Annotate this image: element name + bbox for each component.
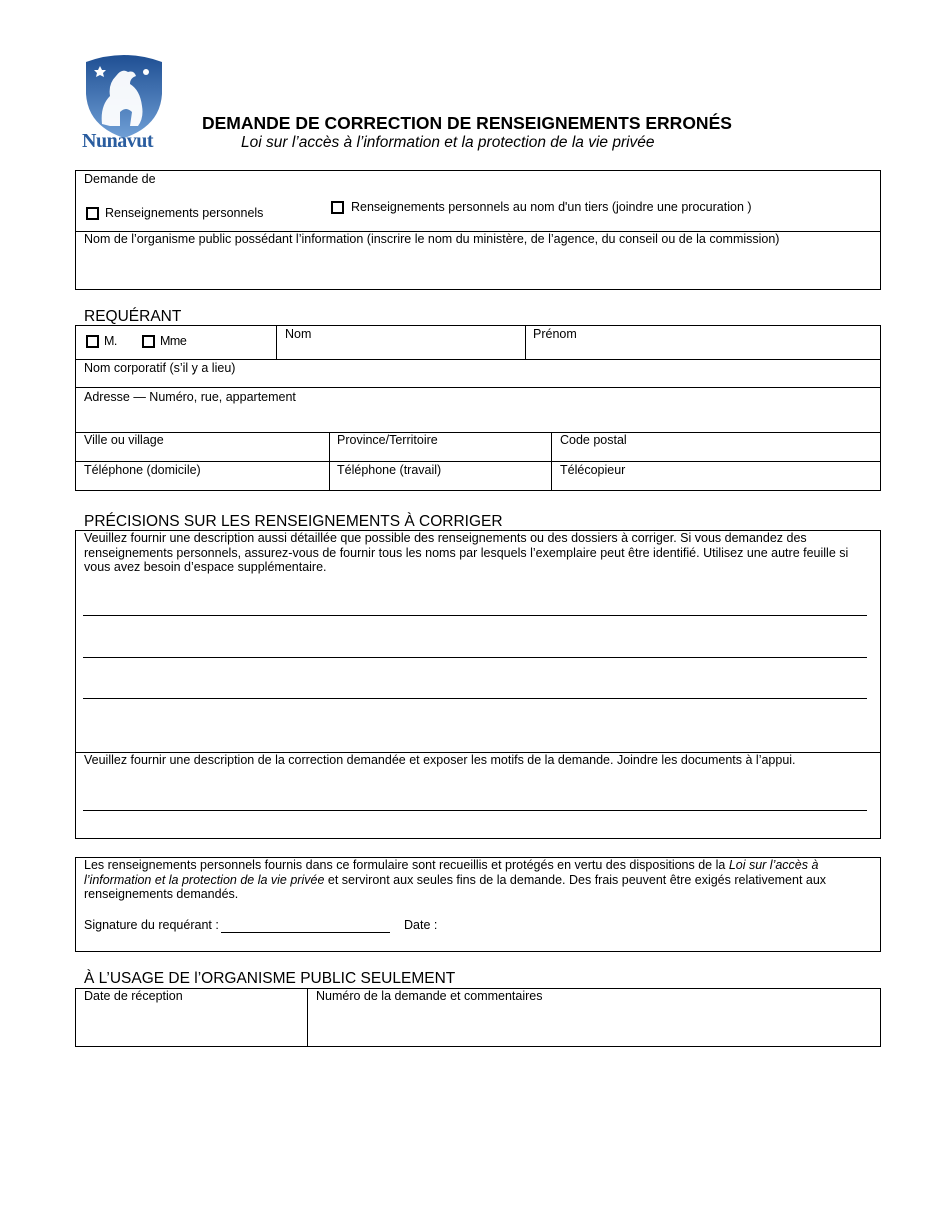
divider — [276, 325, 277, 359]
date-label: Date : — [404, 918, 438, 932]
divider — [329, 432, 330, 491]
postal-code-field[interactable]: Code postal — [560, 433, 627, 447]
answer-line[interactable] — [83, 698, 867, 699]
fax-field[interactable]: Télécopieur — [560, 463, 626, 477]
signature-label: Signature du requérant : — [84, 918, 219, 932]
title-mme-checkbox[interactable] — [142, 335, 155, 348]
first-name-field[interactable]: Prénom — [533, 327, 577, 341]
title-mme-label: Mme — [160, 334, 187, 348]
nunavut-logo — [80, 54, 168, 158]
phone-home-field[interactable]: Téléphone (domicile) — [84, 463, 201, 477]
phone-work-field[interactable]: Téléphone (travail) — [337, 463, 442, 477]
correction-instructions: Veuillez fournir une description de la correction demandée et exposer les motifs de la demande. Joindre les documents à l’appui. — [84, 753, 796, 767]
privacy-text-after: et serviront aux seules fins de la demande. Des frais peuvent être exigés relativement aux renseignements demandés. — [84, 872, 827, 901]
form-subtitle: Loi sur l’accès à l’information et la protection de la vie privée — [241, 134, 655, 151]
third-party-label: Renseignements personnels au nom d'un tiers (joindre une procuration ) — [351, 200, 752, 214]
details-instructions: Veuillez fournir une description aussi détaillée que possible des renseignements ou des dossiers à corriger. Si vous demandez des renseignements personnels, assurez-vous de fournir tous les noms par lesquels l’exemplaire peut être identifié. Utilisez une autre feuille si vous avez besoin d’espace supplémentaire. — [84, 531, 849, 574]
city-field[interactable]: Ville ou village — [84, 433, 164, 447]
divider — [307, 988, 308, 1047]
details-section-title: PRÉCISIONS SUR LES RENSEIGNEMENTS À CORRIGER — [84, 513, 503, 530]
divider — [75, 461, 881, 462]
request-label: Demande de — [84, 172, 156, 186]
details-box — [75, 530, 881, 839]
title-m-checkbox[interactable] — [86, 335, 99, 348]
personal-info-label: Renseignements personnels — [105, 206, 264, 220]
logo-wordmark: Nunavut — [82, 130, 153, 152]
form-title: DEMANDE DE CORRECTION DE RENSEIGNEMENTS ERRONÉS — [202, 113, 732, 133]
org-name-field[interactable]: Nom de l’organisme public possédant l’information (inscrire le nom du ministère, de l’agence, du conseil ou de la commission) — [84, 232, 780, 246]
title-m-label: M. — [104, 334, 117, 348]
request-number-field[interactable]: Numéro de la demande et commentaires — [316, 989, 543, 1003]
applicant-section-title: REQUÉRANT — [84, 308, 182, 325]
answer-line[interactable] — [83, 810, 867, 811]
divider — [75, 432, 881, 433]
privacy-notice — [84, 858, 836, 902]
last-name-field[interactable]: Nom — [285, 327, 312, 341]
date-received-field[interactable]: Date de réception — [84, 989, 183, 1003]
divider — [551, 432, 552, 491]
corporate-name-field[interactable]: Nom corporatif (s’il y a lieu) — [84, 361, 236, 375]
province-field[interactable]: Province/Territoire — [337, 433, 438, 447]
privacy-text-before: Les renseignements personnels fournis dans ce formulaire sont recueillis et protégés en vertu des dispositions de la — [84, 858, 729, 872]
divider — [525, 325, 526, 359]
office-use-section-title: À L’USAGE DE l’ORGANISME PUBLIC SEULEMENT — [84, 970, 456, 987]
personal-info-checkbox[interactable] — [86, 207, 99, 220]
divider — [75, 359, 881, 360]
address-field[interactable]: Adresse — Numéro, rue, appartement — [84, 390, 296, 404]
answer-line[interactable] — [83, 657, 867, 658]
third-party-checkbox[interactable] — [331, 201, 344, 214]
privacy-law-name: Loi sur l’accès à l’information et la protection de la vie privée — [84, 858, 819, 887]
divider — [75, 387, 881, 388]
request-box — [75, 170, 881, 290]
signature-line[interactable] — [221, 932, 390, 933]
answer-line[interactable] — [83, 615, 867, 616]
